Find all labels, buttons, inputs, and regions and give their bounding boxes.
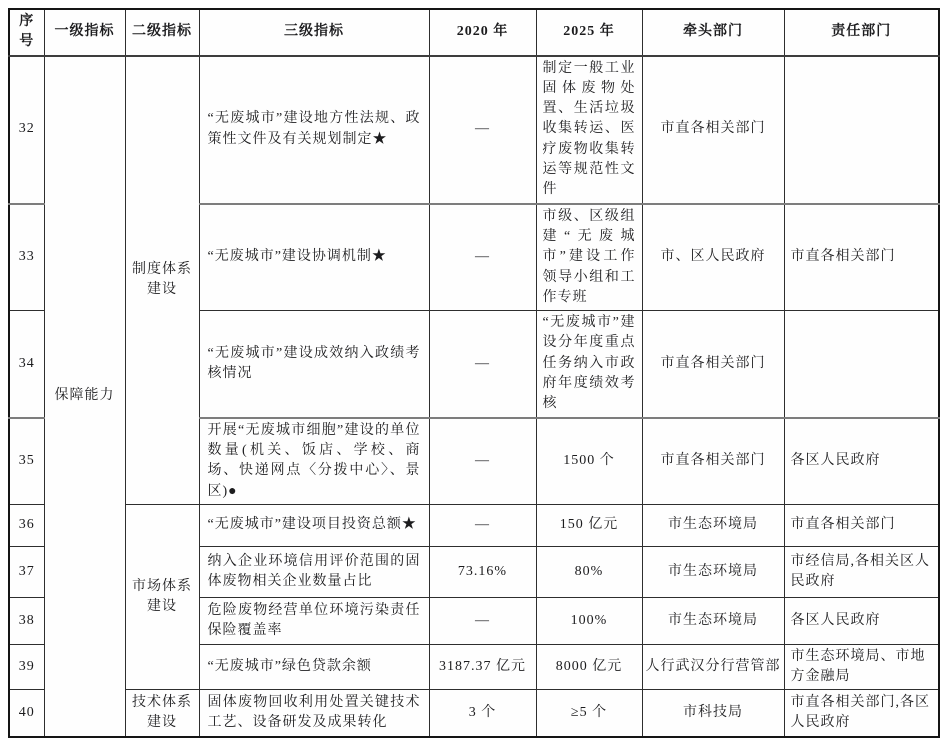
cell-indicator: 纳入企业环境信用评价范围的固体废物相关企业数量占比 — [199, 546, 429, 597]
col-header-level2: 二级指标 — [125, 9, 199, 56]
cell-2020: — — [429, 418, 536, 505]
cell-level2-market-group: 市场体系建设 — [125, 504, 199, 690]
cell-2020: — — [429, 504, 536, 546]
cell-2020: — — [429, 311, 536, 418]
cell-no: 38 — [9, 597, 44, 644]
cell-level2-tech-group: 技术体系建设 — [125, 690, 199, 737]
cell-no: 37 — [9, 546, 44, 597]
cell-resp-dept: 市直各相关部门,各区人民政府 — [784, 690, 939, 737]
col-header-level1: 一级指标 — [44, 9, 125, 56]
col-header-no: 序号 — [9, 9, 44, 56]
cell-resp-dept — [784, 311, 939, 418]
cell-2025: 市级、区级组建“无废城市”建设工作领导小组和工作专班 — [536, 204, 642, 311]
cell-2025: 制定一般工业固体废物处置、生活垃圾收集转运、医疗废物收集转运等规范性文件 — [536, 56, 642, 204]
cell-resp-dept: 市直各相关部门 — [784, 504, 939, 546]
cell-resp-dept: 各区人民政府 — [784, 597, 939, 644]
cell-2025: — — [429, 204, 536, 311]
cell-no: 39 — [9, 644, 44, 690]
cell-indicator: “无废城市”建设项目投资总额★ — [199, 504, 429, 546]
cell-lead-dept: 市生态环境局 — [642, 597, 784, 644]
cell-resp-dept: 市生态环境局、市地方金融局 — [784, 644, 939, 690]
col-header-resp-dept: 责任部门 — [784, 9, 939, 56]
table-row-32 — [9, 56, 939, 204]
cell-no: 35 — [9, 418, 44, 505]
cell-2020: 73.16% — [429, 546, 536, 597]
cell-2020: — — [429, 56, 536, 204]
cell-lead-dept: 市直各相关部门 — [642, 311, 784, 418]
col-header-level3: 三级指标 — [199, 9, 429, 56]
cell-resp-dept: 各区人民政府 — [784, 418, 939, 505]
cell-2025: ≥5 个 — [536, 690, 642, 737]
col-header-lead-dept: 牵头部门 — [642, 9, 784, 56]
cell-2020: 3 个 — [429, 690, 536, 737]
cell-lead-dept: 市生态环境局 — [642, 504, 784, 546]
cell-2020: — — [429, 597, 536, 644]
header-row — [9, 9, 939, 56]
cell-indicator: 危险废物经营单位环境污染责任保险覆盖率 — [199, 597, 429, 644]
document-page — [8, 8, 940, 738]
cell-2025: 150 亿元 — [536, 504, 642, 546]
cell-lead-dept: 市科技局 — [642, 690, 784, 737]
cell-2020: 3187.37 亿元 — [429, 644, 536, 690]
cell-indicator: “无废城市”建设成效纳入政绩考核情况 — [199, 311, 429, 418]
cell-no: 40 — [9, 690, 44, 737]
cell-level1-group: 保障能力 — [44, 56, 125, 737]
cell-2025: 8000 亿元 — [536, 644, 642, 690]
cell-no: 36 — [9, 504, 44, 546]
cell-indicator: “无废城市”绿色贷款余额 — [199, 644, 429, 690]
cell-2025: 80% — [536, 546, 642, 597]
cell-lead-dept: 人行武汉分行营管部 — [642, 644, 784, 690]
table-row-40 — [9, 690, 939, 737]
cell-resp-dept — [784, 56, 939, 204]
col-header-2020: 2020 年 — [429, 9, 536, 56]
col-header-2025: 2025 年 — [536, 9, 642, 56]
cell-lead-dept: 市生态环境局 — [642, 546, 784, 597]
cell-lead-dept: 市直各相关部门 — [642, 418, 784, 505]
cell-lead-dept: 市直各相关部门 — [642, 56, 784, 204]
cell-lead-dept: 市、区人民政府 — [642, 204, 784, 311]
cell-indicator: 固体废物回收利用处置关键技术工艺、设备研发及成果转化 — [199, 690, 429, 737]
cell-indicator: 开展“无废城市细胞”建设的单位数量(机关、饭店、学校、商场、快递网点〈分拨中心〉、景区)● — [199, 418, 429, 505]
cell-indicator: “无废城市”建设地方性法规、政策性文件及有关规划制定★ — [199, 56, 429, 204]
cell-level2-system-group: 制度体系建设 — [125, 56, 199, 505]
cell-no: 34 — [9, 311, 44, 418]
cell-2025: 100% — [536, 597, 642, 644]
cell-indicator: “无废城市”建设协调机制★ — [199, 204, 429, 311]
cell-2025: “无废城市”建设分年度重点任务纳入市政府年度绩效考核 — [536, 311, 642, 418]
indicator-table — [8, 8, 940, 738]
cell-resp-dept: 市直各相关部门 — [784, 204, 939, 311]
cell-resp-dept: 市经信局,各相关区人民政府 — [784, 546, 939, 597]
cell-2025: 1500 个 — [536, 418, 642, 505]
cell-no: 32 — [9, 56, 44, 204]
table-row-36 — [9, 504, 939, 546]
cell-no: 33 — [9, 204, 44, 311]
